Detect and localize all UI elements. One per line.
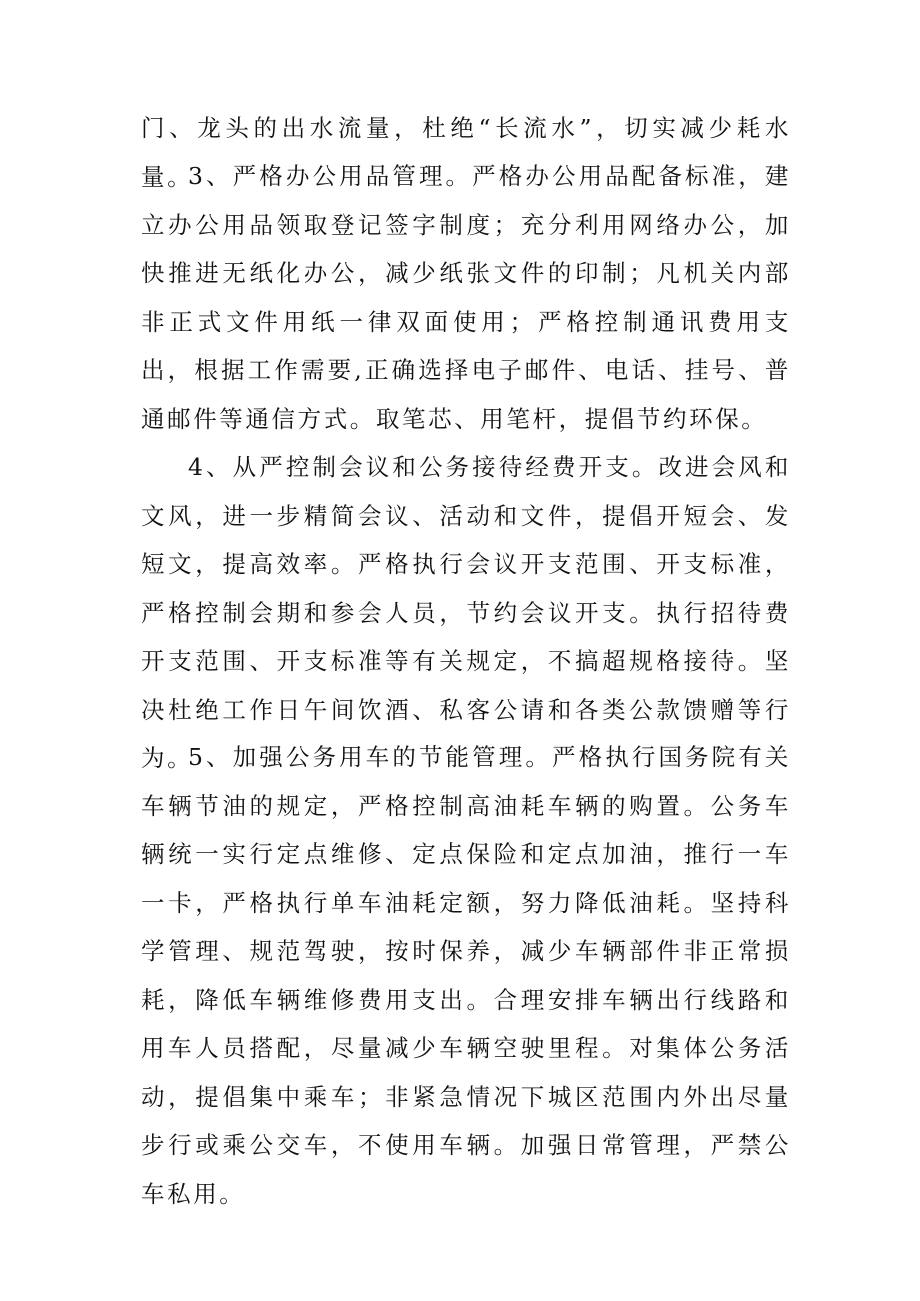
paragraph-meeting-reception: 4、从严控制会议和公务接待经费开支。改进会风和文风，进一步精简会议、活动和文件，提倡开短会、发短文，提高效率。严格执行会议开支范围、开支标准，严格控制会期和参会人员，节约会议开支。执行招待费开支范围、开支标准等有关规定，不搞超规格接待。坚决杜绝工作日午间饮酒、私客公请和各类公款馈赠等行为。 <box>141 453 791 772</box>
paragraph-continued: 门、龙头的出水流量，杜绝“长流水”，切实减少耗水量。 <box>141 114 791 191</box>
paragraph-office-supplies: 3、严格办公用品管理。严格办公用品配备标准，建立办公用品领取登记签字制度；充分利用网络办公，加快推进无纸化办公，减少纸张文件的印制；凡机关内部非正式文件用纸一律双面使用；严格控制通讯费用支出，根据工作需要,正确选择电子邮件、电话、挂号、普通邮件等通信方式。取笔芯、用笔杆，提倡节约环保。 <box>141 162 791 433</box>
paragraph-official-vehicles: 5、加强公务用车的节能管理。严格执行国务院有关车辆节油的规定，严格控制高油耗车辆的购置。公务车辆统一实行定点维修、定点保险和定点加油，推行一车一卡，严格执行单车油耗定额，努力降低油耗。坚持科学管理、规范驾驶，按时保养，减少车辆部件非正常损耗，降低车辆维修费用支出。合理安排车辆出行线路和用车人员搭配，尽量减少车辆空驶里程。对集体公务活动，提倡集中乘车；非紧急情况下城区范围内外出尽量步行或乘公交车，不使用车辆。加强日常管理，严禁公车私用。 <box>141 743 791 1208</box>
